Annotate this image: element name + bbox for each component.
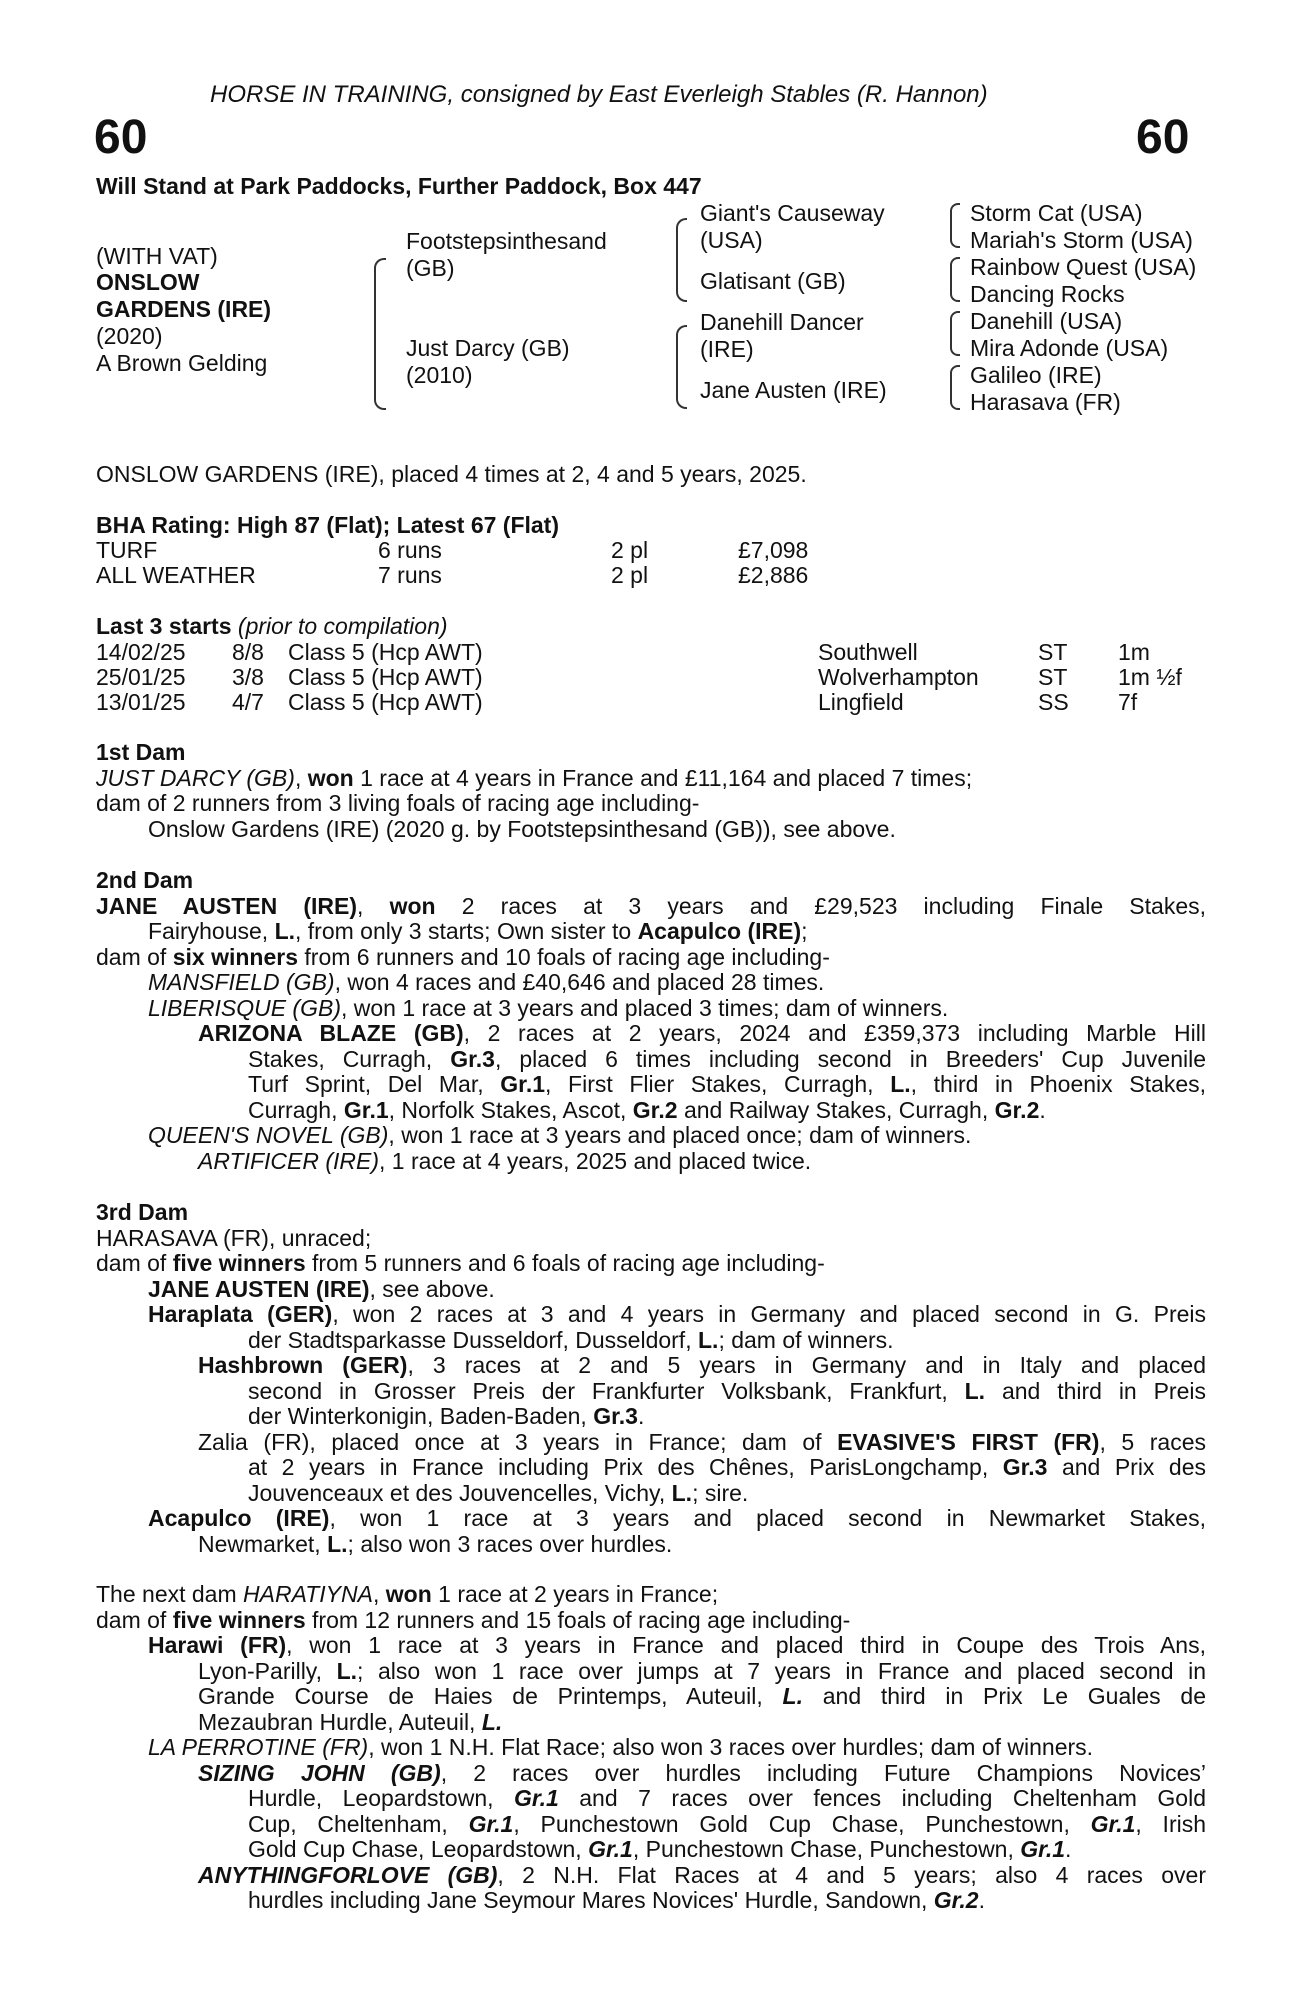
second-dam-record: 2 races at 3 years and £29,523 including Finale Stakes, [435,892,1206,919]
start-distance: 1m [1118,639,1150,665]
text: Hurdle, Leopardstown, [248,1785,515,1811]
won-label: won [385,1581,432,1607]
stand-location: Will Stand at Park Paddocks, Further Paddock, Box 447 [96,173,702,199]
text: Grande Course de Haies de Printemps, Auteuil, [198,1683,783,1709]
text: dam of [96,1250,173,1276]
text: , 2 races at 2 years, 2024 and £359,373 including Marble Hill [463,1020,1206,1046]
text: . [1039,1096,1046,1123]
text: . [978,1887,985,1913]
second-dam-section: 2nd Dam JANE AUSTEN (IRE), won 2 races at 3 years and £29,523 including Finale Stakes, Fairyhouse, L., from only 3 starts; Own sister to Acapulco (IRE); dam of six winners from 6 runners and 10 foals of racing age including- MANSFIELD (GB), won 4 races and £40,646 and placed 28 times. LIBERISQUE (GB), won 1 race at 3 years and placed 3 times; dam of winners. ARIZONA BLAZE (GB), 2 races at 2 years, 2024 and £359,373 including Marble Hill Stakes, Curragh, Gr.3, placed 6 times including second in Breeders' Cup Juvenile Turf Sprint, Del Mar, Gr.1, First Flier Stakes, Curragh, L., third in Phoenix Stakes, Curragh, Gr.1, Norfolk Stakes, Ascot, Gr.2 and Railway Stakes, Curragh, Gr.2. QUEEN'S NOVEL (GB), won 1 race at 3 years and placed once; dam of winners. ARTIFICER (IRE), 1 race at 4 years, 2025 and placed twice. [96,867,1207,1174]
text: second in Grosser Preis der Frankfurter Volksbank, Frankfurt, [248,1377,965,1404]
grade-label: Gr.2 [632,1096,678,1123]
bha-runs: 6 runs [378,537,442,563]
next-dam-name: HARATIYNA [243,1581,373,1607]
grade-label: Gr.1 [343,1096,389,1123]
gp-brace-4 [950,365,960,410]
start-course: Lingfield [818,689,904,715]
first-dam-heading: 1st Dam [96,739,186,765]
dam-name: Just Darcy (GB) [406,335,570,361]
lot-number-right: 60 [1136,111,1190,164]
text: and Railway Stakes, Curragh, [677,1096,995,1123]
text: . [1065,1836,1072,1862]
text: The next dam [96,1581,244,1607]
progeny-name: Hashbrown (GER) [198,1352,408,1378]
text: and Prix des [1047,1454,1206,1480]
progeny-name: JANE AUSTEN (IRE) [148,1275,370,1302]
vat-label: (WITH VAT) [96,243,218,269]
progeny-name: Haraplata (GER) [148,1301,333,1327]
text: , 2 races over hurdles including Future Champions Novices’ [440,1759,1207,1786]
first-dam-name: JUST DARCY (GB) [96,764,295,791]
grade-label: Gr.3 [450,1045,495,1072]
sibling-name: Acapulco (IRE) [637,918,802,944]
start-date: 14/02/25 [96,639,186,665]
text: , Irish [1135,1810,1207,1837]
text: Mezaubran Hurdle, Auteuil, [198,1708,482,1735]
start-going: ST [1038,664,1068,690]
bha-prize: £7,098 [738,537,809,563]
first-dam-foal: Onslow Gardens (IRE) (2020 g. by Footstepsinthesand (GB)), see above. [148,815,896,842]
listed-label: L. [671,1479,693,1506]
start-race: Class 5 (Hcp AWT) [288,639,483,665]
grade-label: Gr.1 [514,1785,559,1811]
progeny-name: SIZING JOHN (GB) [198,1759,441,1786]
great-grandparent-7: Galileo (IRE) [970,362,1102,388]
text: , 5 races [1099,1428,1206,1455]
text: at 2 years in France including Prix des Chênes, ParisLongchamp, [248,1454,1003,1480]
bha-runs: 7 runs [378,562,442,588]
grade-label: Gr.1 [468,1810,514,1837]
text: , won 1 N.H. Flat Race; also won 3 races over hurdles; dam of winners. [368,1734,1094,1760]
bha-placed: 2 pl [611,537,649,563]
sire-dam-brace [374,258,386,410]
listed-label: L. [890,1071,911,1097]
text: , First Flier Stakes, Curragh, [545,1071,891,1097]
text: from 5 runners and 6 foals of racing age including- [305,1250,825,1276]
text: , Punchestown Chase, Punchestown, [632,1836,1021,1862]
great-grandparent-3: Rainbow Quest (USA) [970,254,1197,280]
text: , placed 6 times including second in Breeders' Cup Juvenile [494,1045,1206,1072]
text: , Norfolk Stakes, Ascot, [388,1096,633,1123]
third-dam-name: HARASAVA (FR), unraced; [96,1224,372,1251]
grade-label: Gr.2 [994,1096,1040,1123]
bha-surface: ALL WEATHER [96,562,256,588]
text: and third in Preis [985,1377,1206,1404]
start-position: 4/7 [232,689,264,715]
dam-year: (2010) [406,362,473,388]
dam-sire: Danehill Dancer [700,309,864,335]
sire-sire-country: (USA) [700,227,763,253]
progeny-name: Acapulco (IRE) [148,1505,330,1531]
text: and 7 races over fences including Cheltenham Gold [558,1785,1206,1811]
sire-sire: Giant's Causeway [700,200,885,226]
start-going: SS [1038,689,1069,715]
bha-rating-heading: BHA Rating: High 87 (Flat); Latest 67 (Flat) [96,512,559,538]
text: Jouvenceaux et des Jouvencelles, Vichy, [248,1479,672,1506]
start-going: ST [1038,639,1068,665]
listed-label: L. [782,1683,803,1709]
text: , 3 races at 2 and 5 years in Germany and in Italy and placed [407,1352,1207,1378]
gp-brace-3 [950,311,960,356]
horse-name: ONSLOW [96,269,200,295]
sire-parents-brace [676,218,687,302]
great-grandparent-1: Storm Cat (USA) [970,200,1143,226]
lot-number-left: 60 [94,111,148,164]
text: from 6 runners and 10 foals of racing age including- [298,943,830,970]
listed-label: L. [327,1530,348,1557]
listed-label: L. [336,1657,358,1684]
progeny-name: ANYTHINGFORLOVE (GB) [198,1861,498,1888]
sire-dam: Glatisant (GB) [700,268,846,294]
first-dam-record: 1 race at 4 years in France and £11,164 and placed 7 times; [353,764,973,791]
text: , won 2 races at 3 and 4 years in Germany and placed second in G. Preis [332,1301,1207,1327]
last-starts-title: Last 3 starts [96,613,232,639]
second-dam-heading: 2nd Dam [96,867,194,893]
text: der Stadtsparkasse Dusseldorf, Dusseldorf, [248,1326,698,1353]
text: ; dam of winners. [718,1326,894,1353]
second-dam-name: JANE AUSTEN (IRE) [96,892,358,919]
text: Fairyhouse, [148,918,275,944]
progeny-name: QUEEN'S NOVEL (GB) [148,1122,389,1148]
text: Turf Sprint, Del Mar, [248,1071,501,1097]
text: , won 1 race at 3 years and placed once; dam of winners. [388,1122,972,1148]
text: , 2 N.H. Flat Races at 4 and 5 years; also 4 races over [497,1861,1206,1888]
grade-label: Gr.2 [933,1887,979,1913]
great-grandparent-2: Mariah's Storm (USA) [970,227,1193,253]
text: Curragh, [248,1096,344,1123]
dam-dam: Jane Austen (IRE) [700,377,887,403]
bha-placed: 2 pl [611,562,649,588]
progeny-name: ARIZONA BLAZE (GB) [198,1020,464,1046]
text: Zalia (FR), placed once at 3 years in France; dam of [198,1428,838,1455]
start-course: Wolverhampton [818,664,979,690]
text: Lyon-Parilly, [198,1657,337,1684]
text: , from only 3 starts; Own sister to [295,918,638,944]
next-dam-section [96,1582,1206,1914]
dam-parents-brace [676,325,687,409]
text: Newmarket, [198,1530,328,1557]
text: ; [801,918,808,944]
start-race: Class 5 (Hcp AWT) [288,664,483,690]
listed-label: L. [697,1326,719,1353]
great-grandparent-8: Harasava (FR) [970,389,1121,415]
winners-count: five winners [172,1250,306,1276]
text: , won 1 race at 3 years and placed 3 times; dam of winners. [340,994,949,1021]
winners-count: six winners [172,943,298,970]
text: , won 1 race at 3 years and placed second in Newmarket Stakes, [329,1505,1206,1531]
last-starts-note: (prior to compilation) [237,613,448,639]
text: , third in Phoenix Stakes, [910,1071,1207,1097]
grade-label: Gr.3 [1002,1454,1048,1480]
listed-label: L. [481,1708,503,1735]
start-date: 13/01/25 [96,689,186,715]
text: Cup, Cheltenham, [248,1810,469,1837]
start-distance: 1m ½f [1118,664,1182,690]
great-grandparent-6: Mira Adonde (USA) [970,335,1169,361]
sire-name: Footstepsinthesand [406,228,607,254]
grade-label: Gr.1 [588,1836,633,1862]
consignor-title: HORSE IN TRAINING, consigned by East Everleigh Stables (R. Hannon) [210,81,988,108]
last-starts-heading [96,614,448,640]
great-grandparent-4: Dancing Rocks [970,281,1125,307]
progeny-name: LA PERROTINE (FR) [148,1734,369,1760]
first-dam-progeny: dam of 2 runners from 3 living foals of racing age including- [96,790,700,816]
start-race: Class 5 (Hcp AWT) [288,689,483,715]
progeny-name: LIBERISQUE (GB) [148,994,341,1021]
won-label: won [307,764,354,791]
bha-surface: TURF [96,537,158,563]
text: , [372,1581,386,1607]
start-date: 25/01/25 [96,664,186,690]
start-distance: 7f [1118,689,1138,715]
horse-name-2: GARDENS (IRE) [96,296,272,322]
text: Gold Cup Chase, Leopardstown, [248,1836,589,1862]
won-label: won [389,892,436,919]
listed-label: L. [964,1377,986,1404]
grade-label: Gr.3 [593,1403,638,1429]
first-dam-section: 1st Dam JUST DARCY (GB), won 1 race at 4 years in France and £11,164 and placed 7 times; dam of 2 runners from 3 living foals of racing age including- Onslow Gardens (IRE) (2020 g. by Footstepsinthesand (GB)), see above. [96,740,1206,842]
text: der Winterkonigin, Baden-Baden, [248,1403,594,1429]
text: ; also won 3 races over hurdles. [347,1530,673,1557]
text: 1 race at 2 years in France; [431,1581,719,1607]
great-grandparent-5: Danehill (USA) [970,308,1123,334]
start-position: 8/8 [232,639,264,665]
progeny-name: MANSFIELD (GB) [148,969,335,995]
progeny-name: Harawi (FR) [148,1632,287,1658]
race-summary: ONSLOW GARDENS (IRE), placed 4 times at 2, 4 and 5 years, 2025. [96,461,807,487]
grade-label: Gr.1 [500,1071,546,1097]
text: ; also won 1 race over jumps at 7 years in France and placed second in [357,1657,1206,1684]
text: , won 1 race at 3 years in France and placed third in Coupe des Trois Ans, [286,1632,1206,1658]
start-position: 3/8 [232,664,264,690]
text: , 1 race at 4 years, 2025 and placed twice. [379,1147,812,1174]
text: dam of [96,1606,173,1633]
gp-brace-2 [950,257,960,302]
progeny-name: ARTIFICER (IRE) [198,1147,380,1174]
text: , won 4 races and £40,646 and placed 28 times. [334,969,825,995]
listed-label: L. [274,918,296,944]
dam-sire-country: (IRE) [700,336,754,362]
text: dam of [96,943,173,970]
text: and third in Prix Le Guales de [802,1683,1206,1709]
text: , Punchestown Gold Cup Chase, Punchestown, [513,1810,1091,1837]
start-course: Southwell [818,639,918,665]
text: ; sire. [692,1479,749,1506]
horse-description: A Brown Gelding [96,350,268,376]
third-dam-section [96,1200,1206,1557]
bha-prize: £2,886 [738,562,809,588]
text: Stakes, Curragh, [248,1045,451,1072]
text: , see above. [369,1275,495,1302]
progeny-name: EVASIVE'S FIRST (FR) [837,1428,1100,1455]
text: hurdles including Jane Seymour Mares Novices' Hurdle, Sandown, [248,1887,934,1913]
third-dam-heading: 3rd Dam [96,1199,189,1225]
winners-count: five winners [172,1606,306,1633]
horse-year: (2020) [96,323,163,349]
text: . [637,1403,645,1429]
grade-label: Gr.1 [1090,1810,1136,1837]
sire-country: (GB) [406,255,455,281]
grade-label: Gr.1 [1020,1836,1066,1862]
gp-brace-1 [950,203,960,248]
text: from 12 runners and 15 foals of racing age including- [305,1606,851,1633]
